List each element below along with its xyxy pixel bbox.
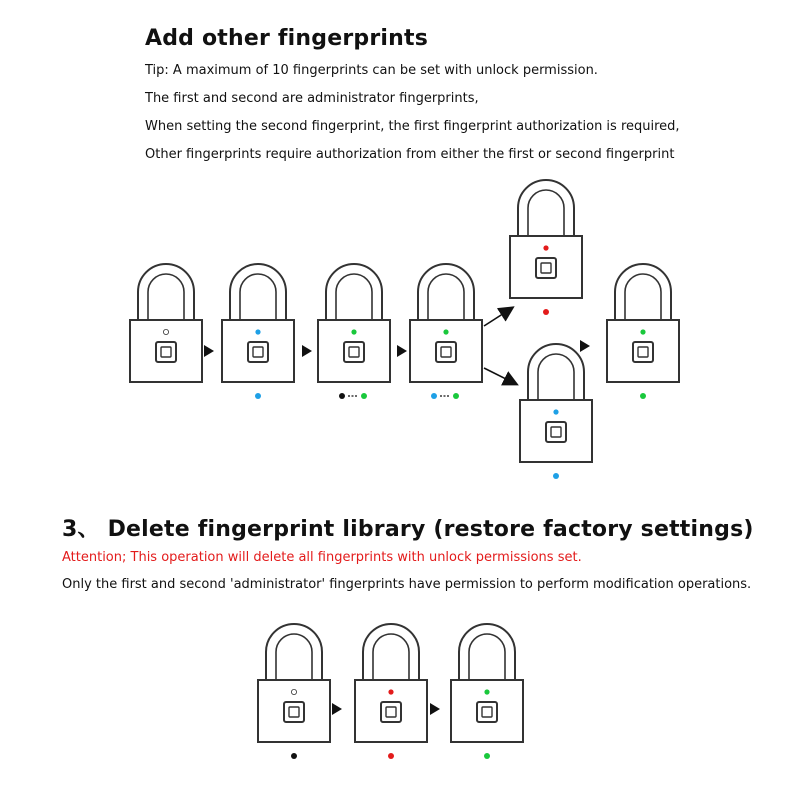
indicator-led-green — [484, 753, 490, 759]
flow-arrow-4 — [580, 340, 590, 352]
delete-lock-1 — [258, 624, 330, 759]
fingerprint-sensor-icon — [248, 342, 268, 362]
shackle-outer — [418, 264, 474, 320]
shackle-outer — [363, 624, 419, 680]
tip-line-1: Tip: A maximum of 10 fingerprints can be set with unlock permission. — [145, 63, 598, 78]
branch-arrow-down — [484, 368, 516, 384]
indicator-led-blue — [553, 473, 559, 479]
fingerprint-sensor-icon — [477, 702, 497, 722]
shackle-inner — [148, 274, 184, 320]
add-lock-5-upper — [510, 180, 582, 315]
indicator-led-green — [361, 393, 367, 399]
fingerprint-sensor-icon — [156, 342, 176, 362]
tip-line-3: When setting the second fingerprint, the first fingerprint authorization is required, — [145, 119, 680, 134]
status-led-red — [388, 689, 393, 694]
shackle-outer — [138, 264, 194, 320]
indicator-led-red — [543, 309, 549, 315]
delete-arrow-2 — [430, 703, 440, 715]
status-led-green — [484, 689, 489, 694]
shackle-inner — [373, 634, 409, 680]
branch-arrow-up — [484, 308, 512, 326]
shackle-outer — [459, 624, 515, 680]
add-lock-1 — [130, 264, 202, 382]
shackle-outer — [615, 264, 671, 320]
shackle-outer — [230, 264, 286, 320]
shackle-outer — [528, 344, 584, 400]
delete-lock-2 — [355, 624, 427, 759]
status-led-green — [640, 329, 645, 334]
fingerprint-sensor-icon — [546, 422, 566, 442]
shackle-inner — [336, 274, 372, 320]
delete-section-title: 3、 Delete fingerprint library (restore factory settings) — [62, 517, 754, 542]
delete-lock-3 — [451, 624, 523, 759]
indicator-led-black — [291, 753, 297, 759]
status-led-red — [543, 245, 548, 250]
fingerprint-sensor-icon — [436, 342, 456, 362]
tip-line-4: Other fingerprints require authorization from either the first or second fingerprint — [145, 147, 675, 162]
add-section-title: Add other fingerprints — [145, 26, 429, 51]
add-lock-5-lower — [520, 344, 592, 479]
shackle-inner — [625, 274, 661, 320]
indicator-led-green — [640, 393, 646, 399]
shackle-inner — [528, 190, 564, 236]
permission-note: Only the first and second 'administrator' fingerprints have permission to perform modification operations. — [62, 577, 752, 592]
fingerprint-sensor-icon — [381, 702, 401, 722]
shackle-outer — [266, 624, 322, 680]
add-lock-6 — [607, 264, 679, 399]
delete-arrow-1 — [332, 703, 342, 715]
shackle-inner — [276, 634, 312, 680]
delete-fingerprint-diagram — [0, 615, 800, 775]
shackle-inner — [428, 274, 464, 320]
indicator-led-blue — [431, 393, 437, 399]
add-fingerprint-diagram — [0, 170, 800, 490]
fingerprint-sensor-icon — [284, 702, 304, 722]
attention-text: Attention; This operation will delete all fingerprints with unlock permissions set. — [62, 550, 582, 565]
shackle-outer — [518, 180, 574, 236]
shackle-outer — [326, 264, 382, 320]
fingerprint-sensor-icon — [536, 258, 556, 278]
status-led-white — [163, 329, 168, 334]
indicator-led-black — [339, 393, 345, 399]
fingerprint-sensor-icon — [344, 342, 364, 362]
tip-line-2: The first and second are administrator fingerprints, — [145, 91, 479, 106]
indicator-led-green — [453, 393, 459, 399]
flow-arrow-1 — [204, 345, 214, 357]
shackle-inner — [538, 354, 574, 400]
add-lock-2 — [222, 264, 294, 399]
shackle-inner — [240, 274, 276, 320]
flow-arrow-3 — [397, 345, 407, 357]
status-led-blue — [255, 329, 260, 334]
indicator-led-blue — [255, 393, 261, 399]
indicator-led-red — [388, 753, 394, 759]
status-led-green — [351, 329, 356, 334]
flow-arrow-2 — [302, 345, 312, 357]
status-led-blue — [553, 409, 558, 414]
status-led-green — [443, 329, 448, 334]
status-led-white — [291, 689, 296, 694]
add-lock-4 — [410, 264, 482, 399]
add-lock-3 — [318, 264, 390, 399]
fingerprint-sensor-icon — [633, 342, 653, 362]
shackle-inner — [469, 634, 505, 680]
